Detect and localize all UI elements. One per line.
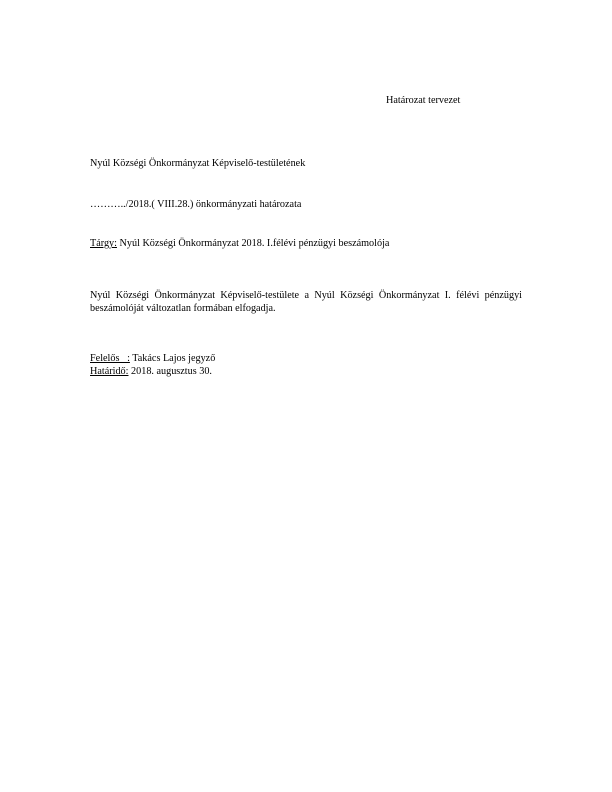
subject-line (90, 237, 389, 250)
subject-text: Nyúl Községi Önkormányzat 2018. I.félévi pénzügyi beszámolója (116, 238, 390, 249)
resolution-number: ………../2018.( VIII.28.) önkormányzati határozata (90, 199, 302, 210)
responsible-line (90, 352, 215, 365)
draft-label: Határozat tervezet (386, 95, 461, 106)
addressee-line: Nyúl Községi Önkormányzat Képviselő-testületének (90, 158, 306, 169)
responsible-value: Takács Lajos jegyző (129, 353, 216, 364)
deadline-label: Határidő: (90, 366, 129, 377)
deadline-line (90, 365, 212, 378)
subject-label: Tárgy: (90, 238, 117, 249)
responsible-label: Felelős : (90, 353, 130, 364)
deadline-value: 2018. augusztus 30. (128, 366, 212, 377)
resolution-body: Nyúl Községi Önkormányzat Képviselő-testülete a Nyúl Községi Önkormányzat I. félévi pénzügyi beszámolóját változatlan formában elfogadja. (90, 290, 522, 314)
